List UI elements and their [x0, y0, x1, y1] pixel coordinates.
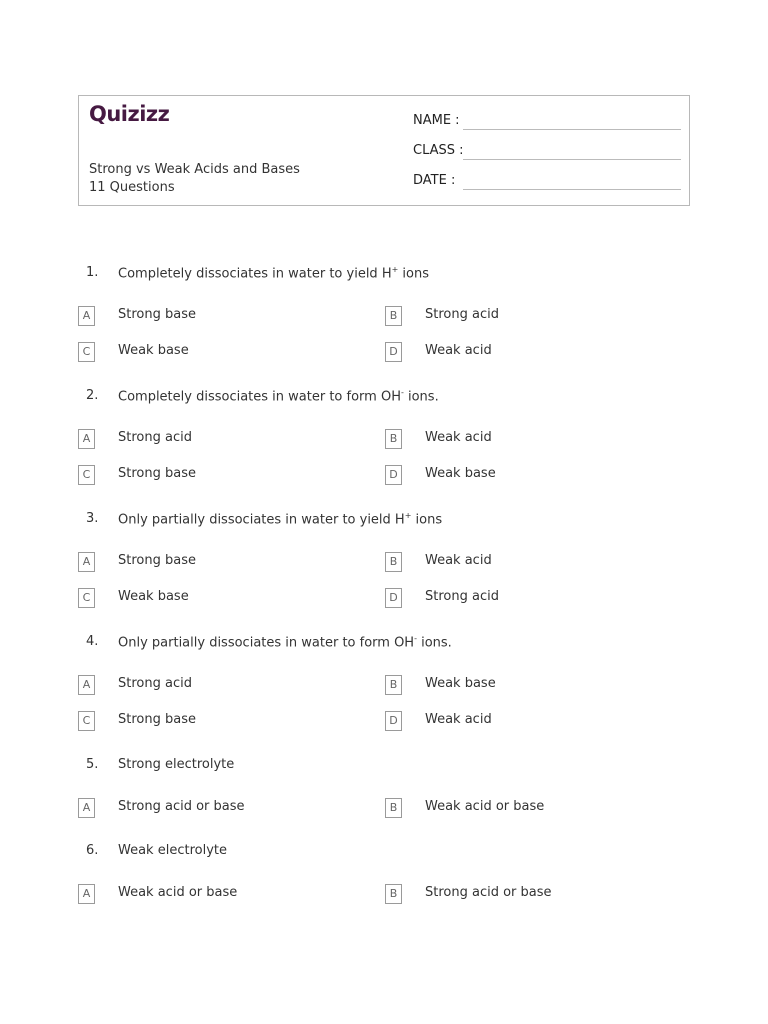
option-text: Weak acid	[425, 430, 492, 445]
option-3d[interactable]	[385, 588, 685, 610]
option-text: Weak base	[118, 589, 189, 604]
option-letter: C	[78, 588, 95, 608]
date-line[interactable]	[463, 189, 681, 190]
option-letter: B	[385, 798, 402, 818]
option-letter: A	[78, 306, 95, 326]
option-5a[interactable]	[78, 798, 378, 820]
option-letter: A	[78, 798, 95, 818]
date-label: DATE :	[413, 173, 456, 188]
option-text: Strong acid	[425, 589, 499, 604]
option-text: Strong base	[118, 466, 196, 481]
option-text: Strong acid	[118, 430, 192, 445]
option-letter: B	[385, 306, 402, 326]
option-letter: B	[385, 884, 402, 904]
question-text: Only partially dissociates in water to form OH- ions.	[118, 634, 452, 651]
question-1	[0, 265, 768, 295]
name-line[interactable]	[463, 129, 681, 130]
worksheet-title: Strong vs Weak Acids and Bases	[89, 162, 300, 177]
question-number: 1.	[86, 265, 99, 280]
option-2d[interactable]	[385, 465, 685, 487]
option-2b[interactable]	[385, 429, 685, 451]
quizizz-logo: Quizizz	[89, 102, 170, 126]
question-number: 5.	[86, 757, 99, 772]
option-text: Strong acid	[425, 307, 499, 322]
question-3	[0, 511, 768, 541]
option-3a[interactable]	[78, 552, 378, 574]
question-4	[0, 634, 768, 664]
option-letter: D	[385, 465, 402, 485]
question-text: Only partially dissociates in water to yield H+ ions	[118, 511, 443, 528]
option-letter: D	[385, 588, 402, 608]
option-letter: B	[385, 675, 402, 695]
question-count: 11 Questions	[89, 180, 175, 195]
question-number: 2.	[86, 388, 99, 403]
option-text: Weak base	[118, 343, 189, 358]
question-5	[0, 757, 768, 787]
question-number: 6.	[86, 843, 99, 858]
option-text: Weak base	[425, 676, 496, 691]
option-text: Strong base	[118, 712, 196, 727]
question-6	[0, 843, 768, 873]
option-2c[interactable]	[78, 465, 378, 487]
option-text: Strong acid or base	[425, 885, 552, 900]
option-text: Strong acid or base	[118, 799, 245, 814]
option-text: Weak base	[425, 466, 496, 481]
option-letter: B	[385, 552, 402, 572]
option-letter: A	[78, 675, 95, 695]
option-letter: B	[385, 429, 402, 449]
option-text: Strong base	[118, 553, 196, 568]
option-3b[interactable]	[385, 552, 685, 574]
option-4d[interactable]	[385, 711, 685, 733]
option-3c[interactable]	[78, 588, 378, 610]
question-text: Completely dissociates in water to form OH- ions.	[118, 388, 439, 405]
option-letter: D	[385, 342, 402, 362]
option-text: Weak acid	[425, 343, 492, 358]
question-text: Completely dissociates in water to yield H+ ions	[118, 265, 430, 282]
class-line[interactable]	[463, 159, 681, 160]
option-5b[interactable]	[385, 798, 685, 820]
option-1d[interactable]	[385, 342, 685, 364]
option-text: Weak acid	[425, 712, 492, 727]
option-letter: C	[78, 342, 95, 362]
option-4a[interactable]	[78, 675, 378, 697]
question-text: Weak electrolyte	[118, 843, 227, 858]
option-6a[interactable]	[78, 884, 378, 906]
question-2	[0, 388, 768, 418]
question-number: 4.	[86, 634, 99, 649]
option-letter: D	[385, 711, 402, 731]
option-1c[interactable]	[78, 342, 378, 364]
option-2a[interactable]	[78, 429, 378, 451]
option-1b[interactable]	[385, 306, 685, 328]
option-4b[interactable]	[385, 675, 685, 697]
option-letter: C	[78, 465, 95, 485]
question-text: Strong electrolyte	[118, 757, 235, 772]
option-text: Strong acid	[118, 676, 192, 691]
option-1a[interactable]	[78, 306, 378, 328]
worksheet-header	[78, 95, 690, 206]
option-text: Weak acid or base	[425, 799, 545, 814]
option-text: Strong base	[118, 307, 196, 322]
option-letter: A	[78, 552, 95, 572]
question-number: 3.	[86, 511, 99, 526]
option-6b[interactable]	[385, 884, 685, 906]
class-label: CLASS :	[413, 143, 464, 158]
option-4c[interactable]	[78, 711, 378, 733]
option-letter: A	[78, 429, 95, 449]
option-text: Weak acid or base	[118, 885, 238, 900]
option-letter: A	[78, 884, 95, 904]
option-text: Weak acid	[425, 553, 492, 568]
name-label: NAME :	[413, 113, 460, 128]
option-letter: C	[78, 711, 95, 731]
